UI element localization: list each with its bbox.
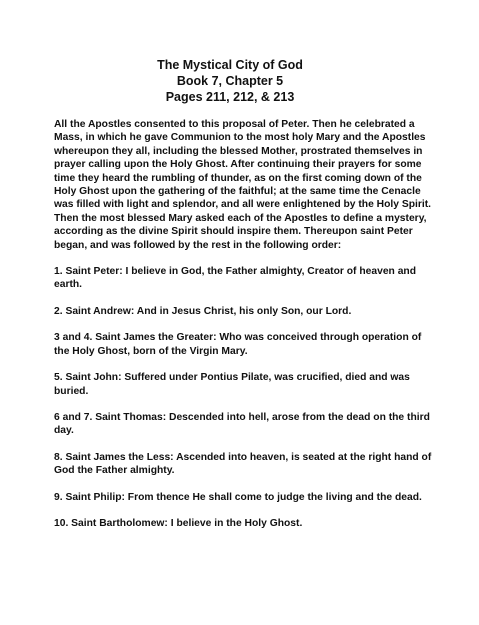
creed-item: 1. Saint Peter: I believe in God, the Father almighty, Creator of heaven and earth. (54, 266, 416, 291)
pages-line: Pages 211, 212, & 213 (165, 90, 295, 104)
creed-item: 5. Saint John: Suffered under Pontius Pilate, was crucified, died and was buried. (54, 372, 410, 397)
creed-item: 10. Saint Bartholomew: I believe in the Holy Ghost. (54, 517, 303, 529)
document-title (120, 57, 340, 105)
creed-item: 2. Saint Andrew: And in Jesus Christ, his only Son, our Lord. (54, 305, 352, 317)
intro-paragraph: All the Apostles consented to this proposal of Peter. Then he celebrated a Mass, in which he gave Communion to the most holy Mary and the Apostles whereupon they all, including the blessed Mother, prostrated themselves in prayer calling upon the Holy Ghost. After continuing their prayers for some time they heard the rumbling of thunder, as on the first coming down of the Holy Ghost upon the gathering of the faithful; at the same time the Cenacle was filled with light and splendor, and all were enlightened by the Holy Spirit. Then the most blessed Mary asked each of the Apostles to define a mystery, according as the divine Spirit should inspire them. Thereupon saint Peter began, and was followed by the rest in the following order: (54, 119, 432, 251)
creed-item: 9. Saint Philip: From thence He shall come to judge the living and the dead. (54, 491, 422, 503)
creed-item: 8. Saint James the Less: Ascended into heaven, is seated at the right hand of God the Father almighty. (54, 451, 432, 477)
title-line: The Mystical City of God (157, 58, 303, 72)
document-body (54, 118, 432, 543)
creed-item: 6 and 7. Saint Thomas: Descended into hell, arose from the dead on the third day. (54, 411, 430, 437)
creed-item: 3 and 4. Saint James the Greater: Who was conceived through operation of the Holy Ghost, born of the Virgin Mary. (54, 332, 422, 357)
chapter-line: Book 7, Chapter 5 (176, 74, 284, 88)
